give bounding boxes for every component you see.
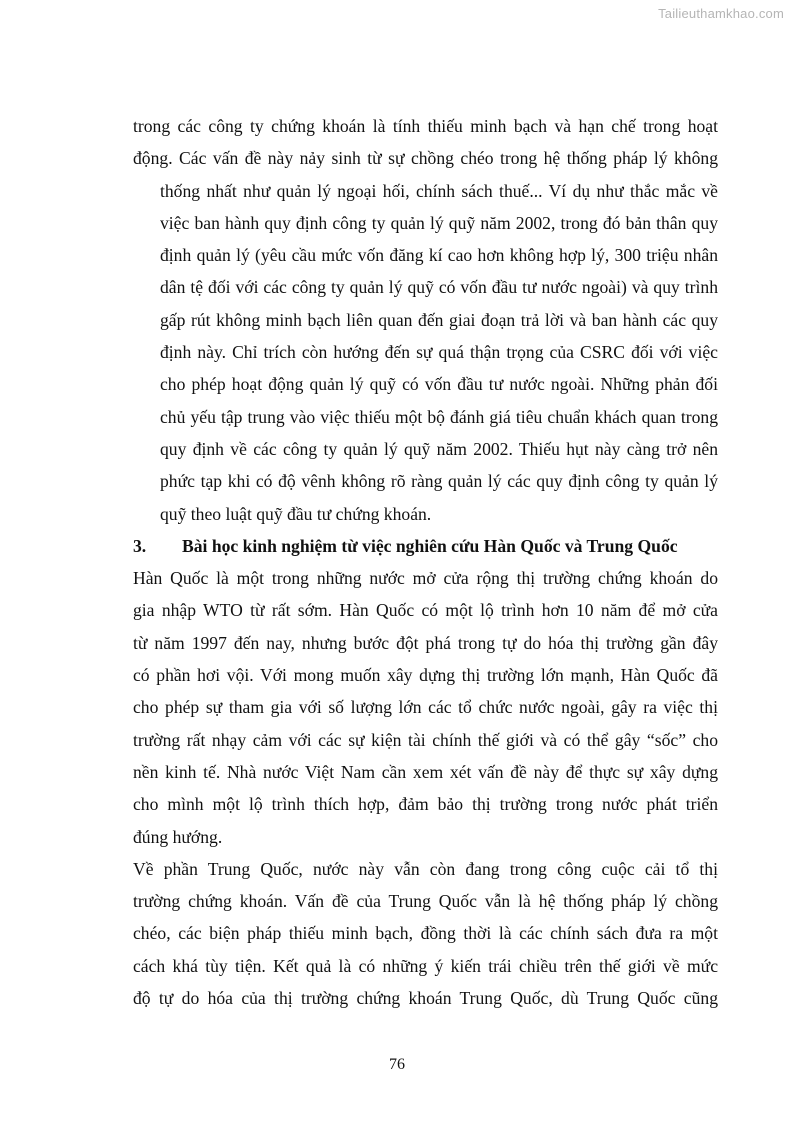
text-line: phức tạp khi có độ vênh không rõ ràng quản lý các quy định công ty quản lý — [160, 471, 718, 492]
text-line: trường rất nhạy cảm với các sự kiện tài chính thế giới và có thể gây “sốc” cho — [133, 729, 718, 750]
section-number: 3. — [133, 535, 147, 556]
text-line: Hàn Quốc là một trong những nước mở cửa rộng thị trường chứng khoán do — [133, 568, 718, 589]
text-line: gia nhập WTO từ rất sớm. Hàn Quốc có một lộ trình hơn 10 năm để mở cửa — [133, 600, 718, 621]
text-line: Về phần Trung Quốc, nước này vẫn còn đang trong công cuộc cải tổ thị — [133, 858, 718, 879]
paragraph-fund-management — [133, 110, 718, 530]
text-line: cho phép hoạt động quản lý quỹ có vốn đầu tư nước ngoài. Những phản đối — [160, 374, 718, 395]
text-line: dân tệ đối với các công ty quản lý quỹ có vốn đầu tư nước ngoài) và quy trình — [160, 277, 718, 298]
page-number: 76 — [389, 1056, 405, 1073]
text-line: định này. Chỉ trích còn hướng đến sự quá thận trọng của CSRC đối với việc — [160, 342, 718, 363]
text-line: từ năm 1997 đến nay, nhưng bước đột phá trong tự do hóa thị trường gần đây — [133, 632, 718, 653]
text-line: có phần hơi vội. Với mong muốn xây dựng thị trường lớn mạnh, Hàn Quốc đã — [133, 665, 718, 686]
text-line: đúng hướng. — [133, 826, 223, 847]
document-body — [133, 110, 718, 1014]
text-line: trường chứng khoán. Vấn đề của Trung Quốc vẫn là hệ thống pháp lý chồng — [133, 891, 718, 912]
paragraph-china — [133, 853, 718, 1014]
text-line: quỹ theo luật quỹ đầu tư chứng khoán. — [160, 503, 432, 524]
text-line: động. Các vấn đề này nảy sinh từ sự chồng chéo trong hệ thống pháp lý không — [133, 148, 718, 169]
text-line: gấp rút không minh bạch liên quan đến giai đoạn trả lời và ban hành các quy — [160, 309, 718, 330]
text-line: thống nhất như quản lý ngoại hối, chính sách thuế... Ví dụ như thắc mắc về — [160, 180, 718, 201]
text-line: cho mình một lộ trình thích hợp, đảm bảo thị trường trong nước phát triển — [133, 794, 718, 815]
text-line: trong các công ty chứng khoán là tính thiếu minh bạch và hạn chế trong hoạt — [133, 116, 718, 136]
text-line: quy định về các công ty quản lý quỹ năm 2002. Thiếu hụt này càng trở nên — [160, 438, 718, 459]
text-line: việc ban hành quy định công ty quản lý quỹ năm 2002, trong đó bản thân quy — [160, 212, 718, 233]
text-line: độ tự do hóa của thị trường chứng khoán Trung Quốc, dù Trung Quốc cũng — [133, 988, 718, 1009]
text-line: cách khá tùy tiện. Kết quả là có những ý kiến trái chiều trên thế giới về mức — [133, 955, 718, 976]
text-line: nền kinh tế. Nhà nước Việt Nam cần xem xét vấn đề này để thực sự xây dựng — [133, 761, 718, 782]
text-line: định quản lý (yêu cầu mức vốn đăng kí cao hơn không hợp lý, 300 triệu nhân — [160, 245, 718, 266]
text-line: chéo, các biện pháp thiếu minh bạch, đồng thời là các chính sách đưa ra một — [133, 923, 718, 944]
section-heading — [133, 530, 718, 562]
section-title: Bài học kinh nghiệm từ việc nghiên cứu Hàn Quốc và Trung Quốc — [182, 535, 678, 556]
text-line: cho phép sự tham gia với số lượng lớn các tổ chức nước ngoài, gây ra việc thị — [133, 697, 718, 718]
paragraph-korea — [133, 562, 718, 853]
watermark: Tailieuthamkhao.com — [658, 6, 784, 21]
text-line: chủ yếu tập trung vào việc thiếu một bộ đánh giá tiêu chuẩn khách quan trong — [160, 406, 718, 427]
